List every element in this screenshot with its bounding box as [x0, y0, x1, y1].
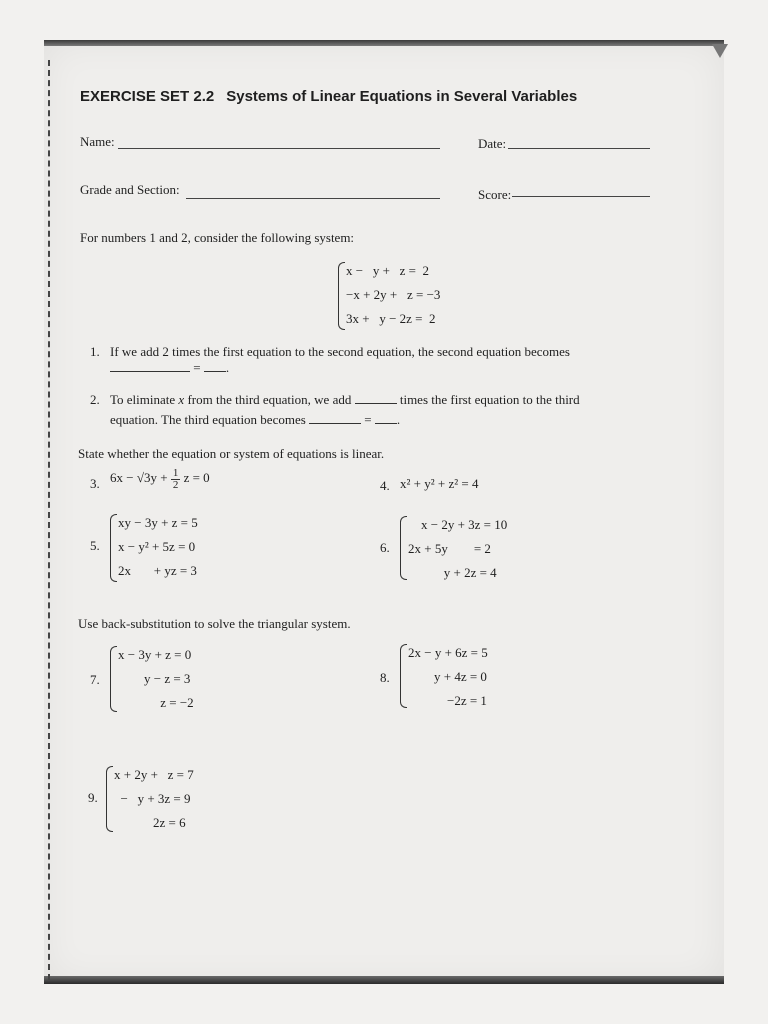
q9-brace: [106, 766, 113, 832]
q3-left: 6x − √3y +: [110, 470, 168, 485]
q9-eq-1: x + 2y + z = 7: [114, 767, 194, 782]
q6-brace: [400, 516, 407, 580]
q3-frac-den: 2: [172, 478, 179, 491]
q3-fraction: [171, 468, 181, 491]
q9-number: 9.: [88, 790, 98, 805]
q2-text-a: To eliminate: [110, 392, 176, 407]
q6-system: [408, 513, 507, 585]
system-brace: [338, 262, 345, 330]
q9-eq-2: − y + 3z = 9: [114, 791, 191, 806]
page-top-edge: [44, 40, 724, 46]
q7-system: [118, 643, 194, 715]
q8-brace: [400, 644, 407, 708]
q2-blank-times[interactable]: [355, 403, 397, 404]
q3-number: 3.: [90, 476, 100, 491]
q2-variable: x: [178, 392, 185, 407]
q2-text-c: times the first equation to the third: [399, 392, 580, 407]
linear-heading: State whether the equation or system of equations is linear.: [78, 446, 385, 461]
intro-eq-2: −x + 2y + z = −3: [346, 287, 441, 302]
exercise-title: Systems of Linear Equations in Several Variables: [226, 88, 578, 105]
date-field[interactable]: [508, 148, 650, 149]
q2-equals: =: [364, 412, 372, 427]
back-sub-heading: Use back-substitution to solve the triangular system.: [78, 616, 351, 631]
q5-eq-3: 2x + yz = 3: [118, 563, 197, 578]
intro-eq-3: 3x + y − 2z = 2: [346, 311, 436, 326]
page-bottom-edge: [44, 976, 724, 984]
intro-eq-1: x − y + z = 2: [346, 263, 430, 278]
score-field[interactable]: [512, 196, 650, 197]
q2-number: 2.: [90, 392, 100, 407]
q5-brace: [110, 514, 117, 582]
grade-section-field[interactable]: [186, 198, 440, 199]
q7-eq-2: y − z = 3: [118, 671, 191, 686]
date-label: Date:: [478, 136, 507, 151]
q5-number: 5.: [90, 538, 100, 553]
q3-equation: [110, 466, 210, 491]
name-field[interactable]: [118, 148, 440, 149]
q6-eq-1: x − 2y + 3z = 10: [408, 517, 508, 532]
q8-number: 8.: [380, 670, 390, 685]
q6-eq-2: 2x + 5y = 2: [408, 541, 491, 556]
q2-line-2: equation. The third equation becomes = .: [110, 412, 401, 427]
q6-eq-3: y + 2z = 4: [408, 565, 497, 580]
q8-system: [408, 641, 488, 713]
intro-system: [346, 259, 440, 331]
q2-blank-right[interactable]: [375, 423, 397, 424]
q7-brace: [110, 646, 117, 712]
q1-blank-left[interactable]: [110, 371, 190, 372]
q1-equals: =: [193, 360, 201, 375]
q1-answer-line: = .: [110, 360, 229, 376]
q9-system: [114, 763, 194, 835]
q2-line-1: [110, 392, 580, 408]
q1-number: 1.: [90, 344, 100, 359]
name-label: Name:: [80, 134, 115, 149]
q2-text-d: equation. The third equation becomes: [110, 412, 306, 427]
q8-eq-1: 2x − y + 6z = 5: [408, 645, 488, 660]
q6-number: 6.: [380, 540, 390, 555]
q7-number: 7.: [90, 672, 100, 687]
folded-corner: [712, 44, 728, 58]
perforation-line: [48, 60, 50, 980]
intro-text: For numbers 1 and 2, consider the following system:: [80, 230, 355, 245]
page-title: [80, 88, 577, 105]
q2-blank-left[interactable]: [309, 423, 361, 424]
q5-eq-2: x − y² + 5z = 0: [118, 539, 196, 554]
q8-eq-2: y + 4z = 0: [408, 669, 487, 684]
exercise-label: EXERCISE SET 2.2: [80, 88, 215, 105]
q7-eq-1: x − 3y + z = 0: [118, 647, 192, 662]
q4-number: 4.: [380, 478, 390, 493]
q1-blank-right[interactable]: [204, 371, 226, 372]
score-label: Score:: [478, 187, 512, 202]
q5-system: [118, 511, 198, 583]
q1-text: If we add 2 times the first equation to the second equation, the second equation becomes: [110, 344, 570, 359]
q9-eq-3: 2z = 6: [114, 815, 186, 830]
q4-equation: x² + y² + z² = 4: [400, 476, 479, 491]
q3-right: z = 0: [183, 470, 210, 485]
q2-text-b: from the third equation, we add: [187, 392, 352, 407]
q3-frac-num: 1: [172, 466, 179, 479]
grade-section-label: Grade and Section:: [80, 182, 180, 197]
q7-eq-3: z = −2: [118, 695, 194, 710]
q5-eq-1: xy − 3y + z = 5: [118, 515, 198, 530]
q8-eq-3: −2z = 1: [408, 693, 487, 708]
